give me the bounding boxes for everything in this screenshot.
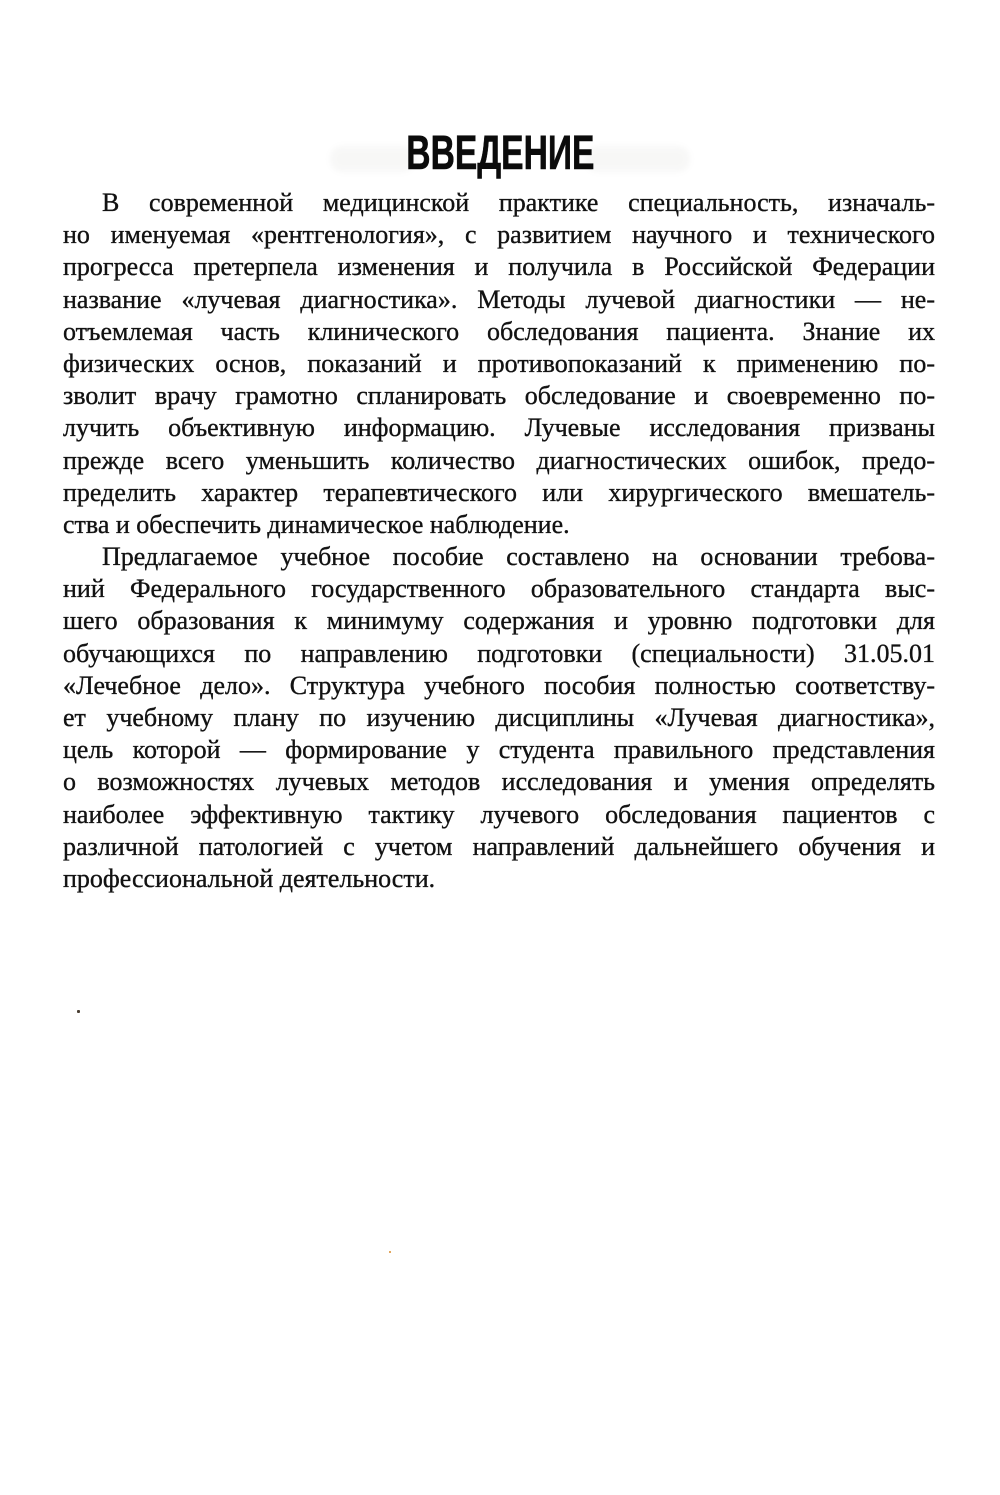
paragraph-2-line-5: «Лечебное дело». Структура учебного пособия полностью соответству- — [63, 670, 935, 700]
paragraph-1-line-4: название «лучевая диагностика». Методы лучевой диагностики — не- — [63, 284, 935, 314]
paragraph-2-line-4: обучающихся по направлению подготовки (специальности) 31.05.01 — [63, 638, 935, 668]
paragraph-2-line-3: шего образования к минимуму содержания и уровню подготовки для — [63, 606, 935, 636]
paragraph-1-line-7: зволит врачу грамотно спланировать обследование и своевременно по- — [63, 381, 935, 411]
paragraph-1-line-8: лучить объективную информацию. Лучевые исследования призваны — [63, 413, 935, 443]
body-text — [63, 187, 935, 895]
paragraph-1-line-1: В современной медицинской практике специальность, изначаль- — [102, 188, 935, 217]
paragraph-1-line-2: но именуемая «рентгенология», с развитием научного и технического — [63, 220, 935, 250]
page-title-row — [0, 129, 1000, 179]
scan-speck — [77, 1010, 80, 1013]
paragraph-2-line-9: наиболее эффективную тактику лучевого обследования пациентов с — [63, 799, 935, 829]
paragraph-1-line-6: физических основ, показаний и противопоказаний к применению по- — [63, 348, 935, 378]
paragraph-2-line-2: ний Федерального государственного образовательного стандарта выс- — [63, 574, 935, 604]
paragraph-2-line-1: Предлагаемое учебное пособие составлено на основании требова- — [102, 542, 935, 572]
paragraph-1-line-5: отъемлемая часть клинического обследования пациента. Знание их — [63, 316, 935, 346]
paragraph-2-line-7: цель которой — формирование у студента правильного представления — [63, 735, 935, 765]
paragraph-2-line-6: ет учебному плану по изучению дисциплины «Лучевая диагностика», — [63, 703, 935, 732]
paragraph-1-line-10: пределить характер терапевтического или хирургического вмешатель- — [63, 477, 935, 507]
paragraph-1-line-3: прогресса претерпела изменения и получила в Российской Федерации — [63, 252, 935, 282]
page-title: ВВЕДЕНИЕ — [405, 127, 595, 180]
paragraph-2-line-8: о возможностях лучевых методов исследования и умения определять — [63, 767, 935, 797]
paragraph-2-line-10: различной патологией с учетом направлений дальнейшего обучения и — [63, 831, 935, 861]
paragraph-1-line-9: прежде всего уменьшить количество диагностических ошибок, предо- — [63, 445, 935, 475]
scan-speck — [389, 1251, 391, 1253]
paragraph-2-line-11: профессиональной деятельности. — [63, 863, 436, 893]
paragraph-1-line-11: ства и обеспечить динамическое наблюдение. — [63, 509, 570, 539]
